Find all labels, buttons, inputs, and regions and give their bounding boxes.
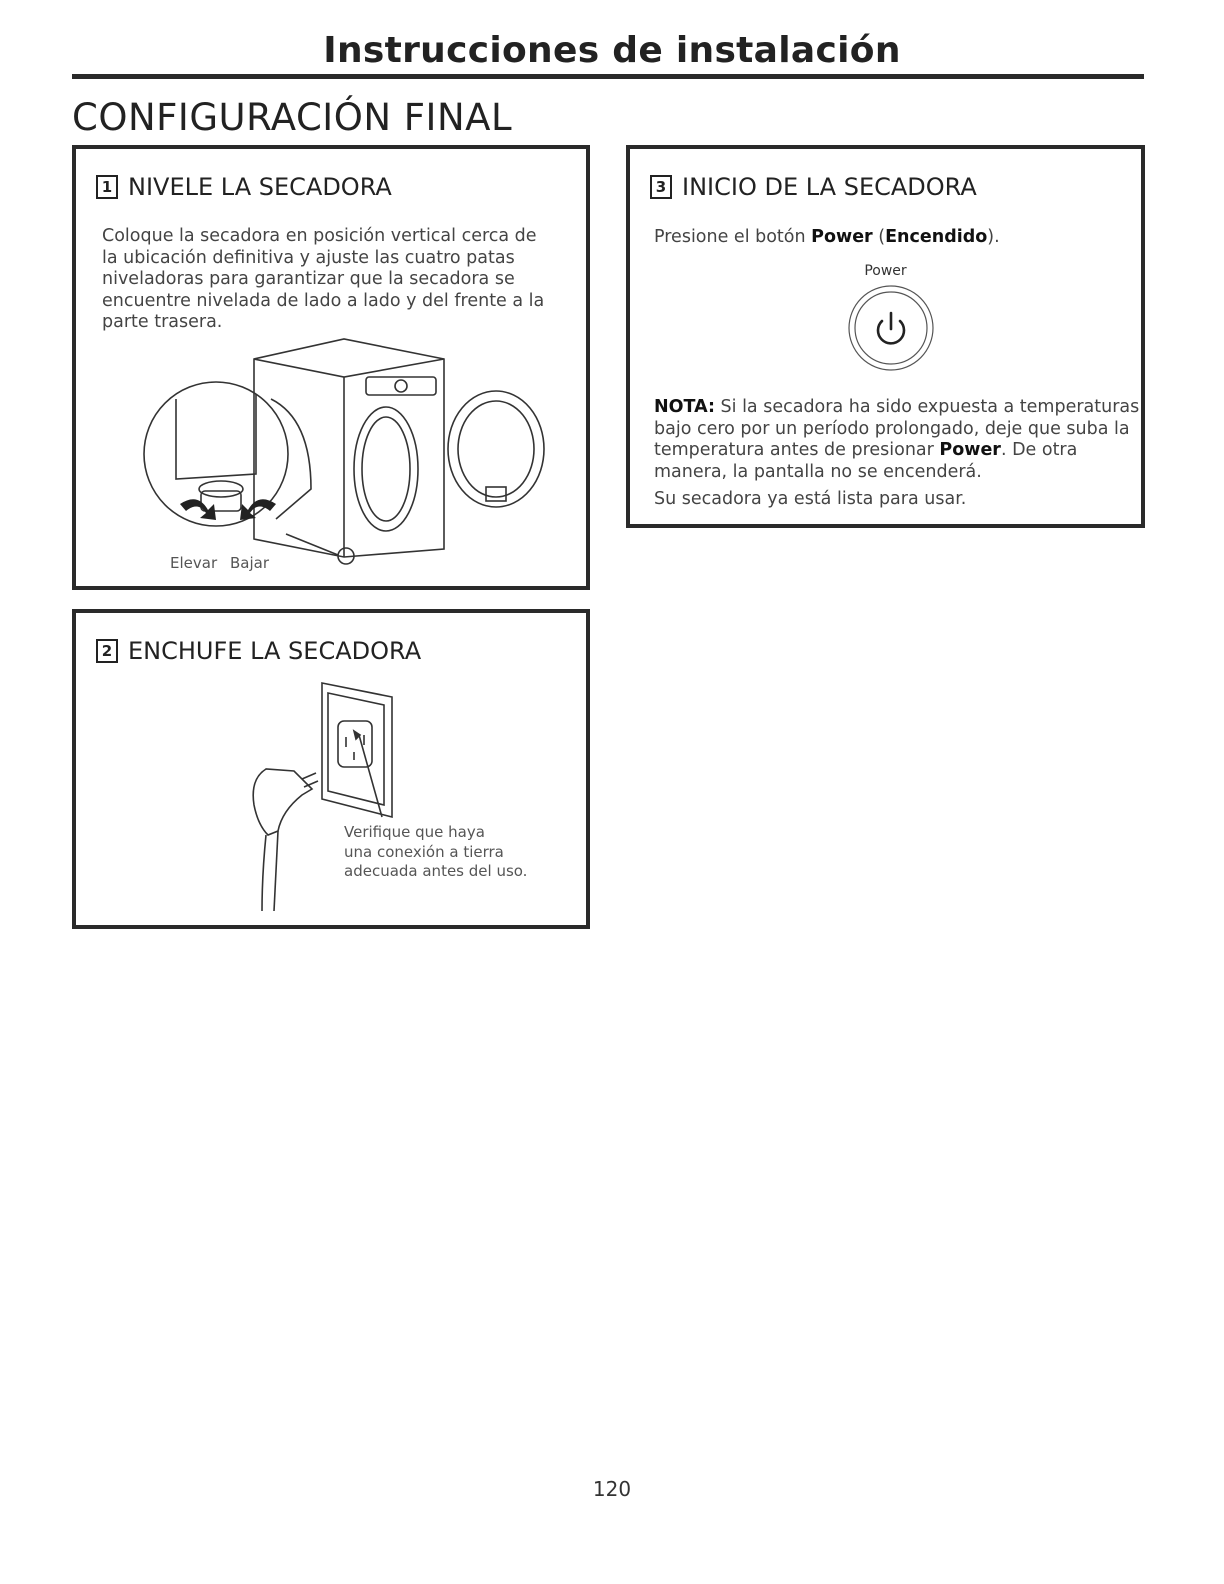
grounding-caption-line1: Verifique que haya	[344, 823, 485, 841]
step1-number-badge: 1	[96, 175, 118, 199]
page-number: 120	[592, 1477, 632, 1501]
step1-title: NIVELE LA SECADORA	[128, 173, 392, 201]
step3-panel	[626, 145, 1145, 528]
step3-ready-text: Su secadora ya está lista para usar.	[654, 489, 967, 509]
page-header-title: Instrucciones de instalación	[323, 30, 901, 71]
step2-heading	[96, 637, 421, 665]
step1-panel	[72, 145, 590, 590]
step2-title: ENCHUFE LA SECADORA	[128, 637, 422, 665]
note-label: NOTA:	[654, 397, 715, 417]
power-button-icon	[846, 283, 936, 373]
step3-instruction	[654, 227, 1124, 249]
instruction-power: Power	[811, 227, 873, 247]
raise-label: Elevar	[170, 554, 218, 572]
step1-heading	[96, 173, 392, 201]
power-button-label: Power	[864, 263, 907, 279]
step3-title: INICIO DE LA SECADORA	[682, 173, 977, 201]
section-title: CONFIGURACIÓN FINAL	[72, 96, 513, 139]
note-text-part2: . De otra manera, la pantalla no se encenderá.	[654, 440, 1078, 482]
header-rule	[72, 74, 1144, 79]
grounding-caption-line2: una conexión a tierra	[344, 842, 504, 861]
note-text-part1: Si la secadora ha sido expuesta a temperaturas bajo cero por un período prolongado, deje que suba la temperatura antes de presionar	[654, 397, 1140, 460]
note-power: Power	[939, 440, 1001, 460]
instruction-encendido: Encendido	[885, 227, 988, 247]
step2-number-badge: 2	[96, 639, 118, 663]
step3-note	[654, 397, 1140, 483]
grounding-caption	[344, 823, 527, 882]
step2-panel	[72, 609, 590, 929]
instruction-prefix: Presione el botón	[654, 227, 812, 247]
step3-number-badge: 3	[650, 175, 672, 199]
lower-label: Bajar	[230, 554, 270, 572]
grounding-caption-line3: adecuada antes del uso.	[344, 862, 528, 880]
step1-body: Coloque la secadora en posición vertical cerca de la ubicación definitiva y ajuste las cuatro patas niveladoras para garantizar que la secadora se encuentre nivelada de lado a lado y del frente a la parte trasera.	[102, 226, 545, 332]
step3-heading	[650, 173, 977, 201]
instruction-mid: (	[872, 227, 886, 247]
dryer-leveling-illustration	[76, 259, 586, 589]
instruction-suffix: ).	[987, 227, 1000, 247]
